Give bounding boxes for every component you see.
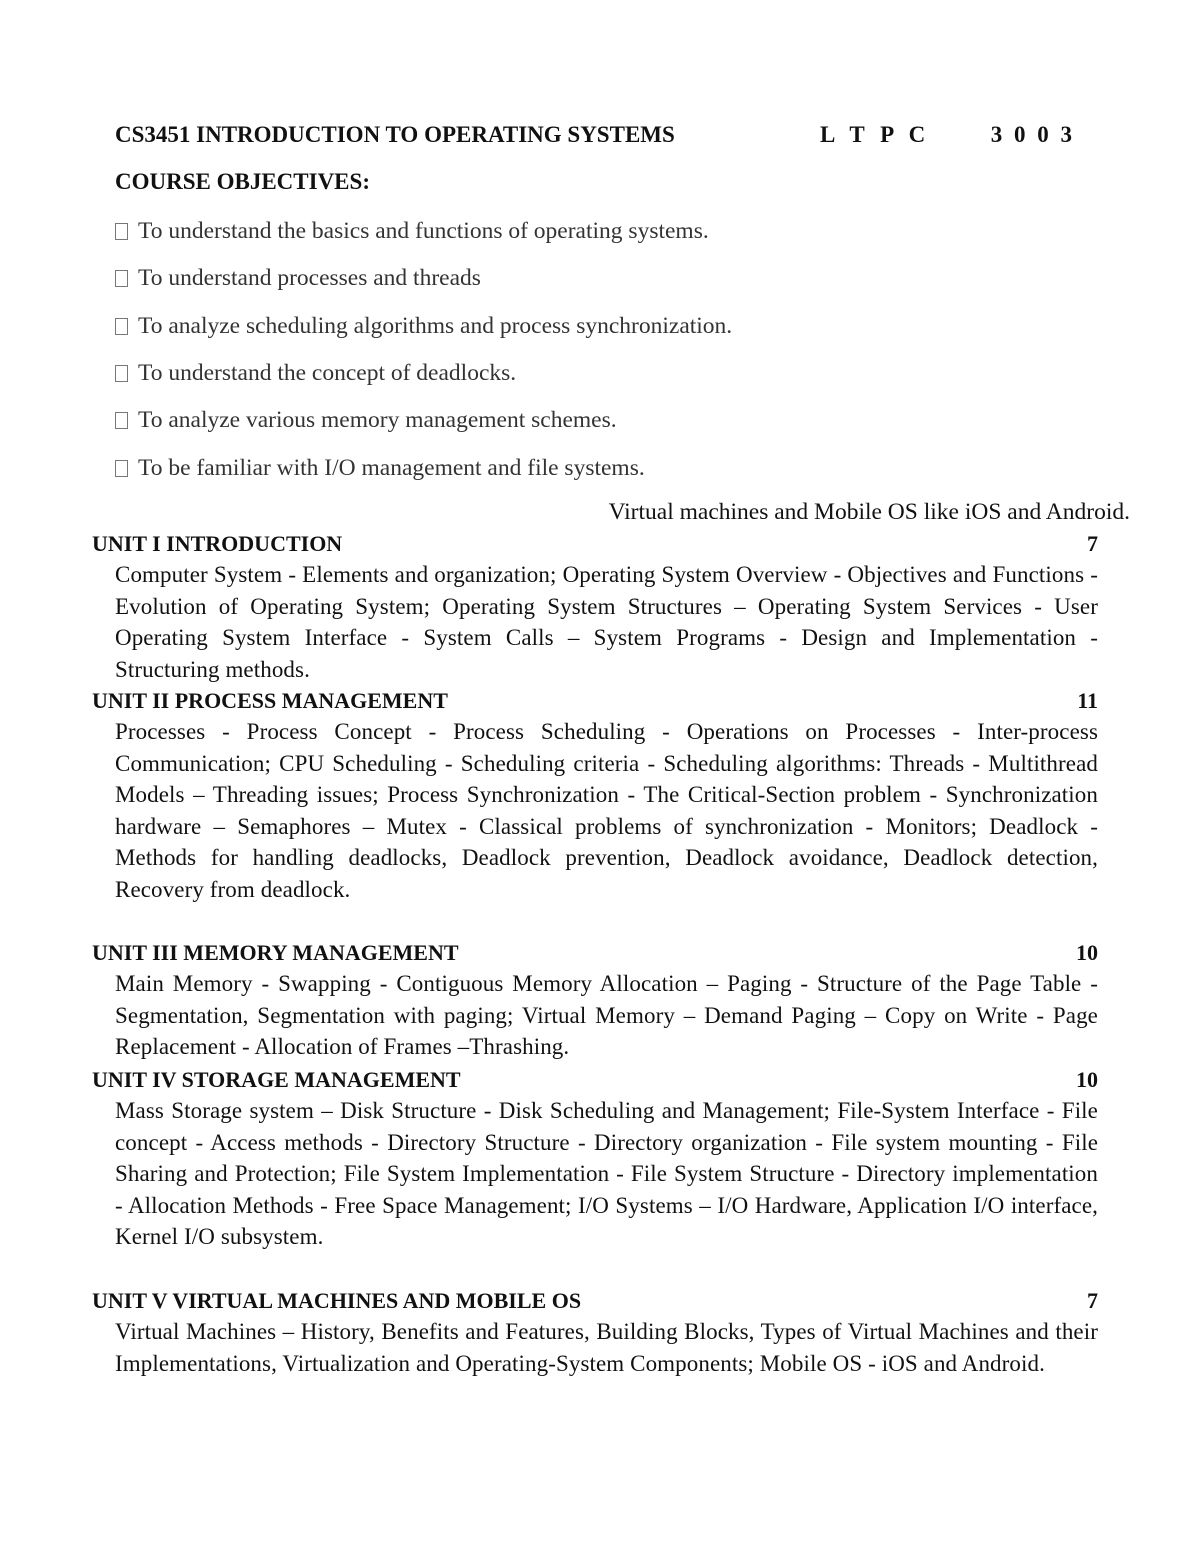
unit-body: Processes - Process Concept - Process Scheduling - Operations on Processes - Inter-process Communication; CPU Scheduling - Scheduling criteria - Scheduling algorithms: Threads - Multithread Models – Threading issues; Process Synchronization - The Critical-Section problem - Synchronization hardware – Semaphores – Mutex - Classical problems of synchronization - Monitors; Deadlock - Methods for handling deadlocks, Deadlock prevention, Deadlock avoidance, Deadlock detection, Recovery from deadlock.	[115, 719, 1098, 902]
unit-title: UNIT IV STORAGE MANAGEMENT	[92, 1067, 461, 1092]
unit-header	[92, 1064, 1098, 1095]
objective-text: To analyze scheduling algorithms and process synchronization.	[138, 312, 733, 339]
objectives-list	[115, 208, 1095, 492]
objective-text: To analyze various memory management schemes.	[138, 407, 617, 434]
missing-glyph-icon	[115, 460, 128, 477]
objective-item	[115, 444, 1095, 491]
unit-title: UNIT V VIRTUAL MACHINES AND MOBILE OS	[92, 1288, 582, 1313]
unit-body: Main Memory - Swapping - Contiguous Memory Allocation – Paging - Structure of the Page Table - Segmentation, Segmentation with paging; Virtual Memory – Demand Paging – Copy on Write - Page Replacement - Allocation of Frames –Thrashing.	[115, 971, 1098, 1059]
course-header	[115, 118, 1075, 152]
objective-text: To understand the basics and functions of operating systems.	[138, 218, 709, 245]
missing-glyph-icon	[115, 318, 128, 335]
missing-glyph-icon	[115, 412, 128, 429]
stray-text-line: Virtual machines and Mobile OS like iOS and Android.	[608, 499, 1130, 525]
objective-text: To be familiar with I/O management and file systems.	[138, 454, 645, 481]
missing-glyph-icon	[115, 270, 128, 287]
unit-header	[92, 937, 1098, 968]
unit-section	[92, 685, 1098, 905]
unit-section	[92, 1285, 1098, 1379]
unit-header	[92, 528, 1098, 559]
objective-item	[115, 255, 1095, 302]
unit-hours: 7	[1087, 1288, 1098, 1313]
objective-item	[115, 208, 1095, 255]
unit-title: UNIT II PROCESS MANAGEMENT	[92, 688, 448, 713]
objectives-heading: COURSE OBJECTIVES:	[115, 169, 370, 194]
unit-body: Mass Storage system – Disk Structure - Disk Scheduling and Management; File-System Interface - File concept - Access methods - Directory Structure - Directory organization - File system mounting - File Sharing and Protection; File System Implementation - File System Structure - Directory implementation - Allocation Methods - Free Space Management; I/O Systems – I/O Hardware, Application I/O interface, Kernel I/O subsystem.	[115, 1098, 1098, 1249]
unit-header	[92, 685, 1098, 716]
objective-item	[115, 397, 1095, 444]
unit-body: Computer System - Elements and organization; Operating System Overview - Objectives and Functions - Evolution of Operating System; Operating System Structures – Operating System Services - User Operating System Interface - System Calls – System Programs - Design and Implementation - Structuring methods.	[115, 562, 1098, 682]
unit-body: Virtual Machines – History, Benefits and Features, Building Blocks, Types of Virtual Machines and their Implementations, Virtualization and Operating-System Components; Mobile OS - iOS and Android.	[115, 1319, 1098, 1376]
unit-section	[92, 528, 1098, 685]
unit-hours: 10	[1076, 1067, 1098, 1092]
unit-hours: 11	[1077, 688, 1098, 713]
objective-item	[115, 303, 1095, 350]
missing-glyph-icon	[115, 365, 128, 382]
unit-hours: 7	[1087, 531, 1098, 556]
credits-value: 3 0 0 3	[990, 122, 1075, 147]
objective-text: To understand the concept of deadlocks.	[138, 360, 517, 387]
unit-title: UNIT I INTRODUCTION	[92, 531, 343, 556]
objective-text: To understand processes and threads	[138, 265, 481, 292]
unit-title: UNIT III MEMORY MANAGEMENT	[92, 940, 459, 965]
unit-section	[92, 937, 1098, 1063]
unit-section	[92, 1064, 1098, 1253]
course-code-title: CS3451 INTRODUCTION TO OPERATING SYSTEMS	[115, 122, 675, 147]
missing-glyph-icon	[115, 223, 128, 240]
unit-hours: 10	[1076, 940, 1098, 965]
objective-item	[115, 350, 1095, 397]
ltpc-label: L T P C	[820, 122, 928, 147]
unit-header	[92, 1285, 1098, 1316]
